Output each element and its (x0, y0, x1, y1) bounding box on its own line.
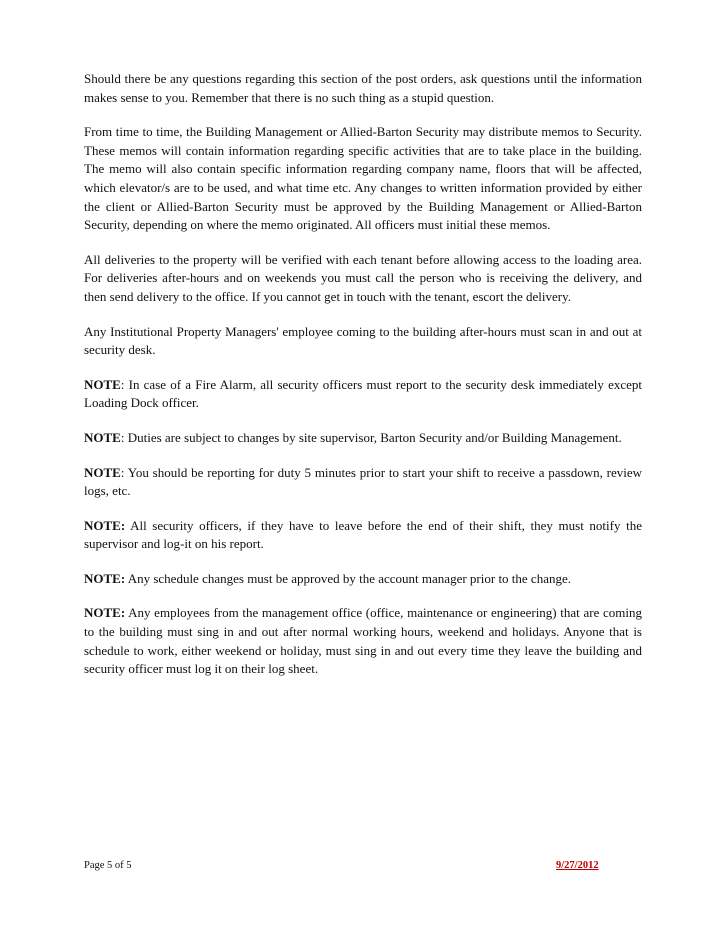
note-text: : You should be reporting for duty 5 minutes prior to start your shift to receive a passdown, review logs, etc. (84, 464, 642, 499)
note-text: : In case of a Fire Alarm, all security officers must report to the security desk immediately except Loading Dock officer. (84, 376, 642, 411)
paragraph-questions (84, 70, 642, 107)
note-text: Any employees from the management office (office, maintenance or engineering) that are coming to the building must sing in and out after normal working hours, weekend and holidays. Anyone that is schedule to work, either weekend or holiday, must sing in and out every time they leave the building and security officer must log it on their log sheet. (84, 605, 642, 677)
note-label: NOTE: (84, 570, 126, 586)
note-fire-alarm (84, 376, 642, 413)
paragraph-text: From time to time, the Building Management or Allied-Barton Security may distribute memos to Security. These memos will contain information regarding specific activities that are to take place in the building. The memo will also contain specific information regarding company name, floors that will be affected, which elevator/s are to be used, and what time etc. Any changes to written information provided by either the client or Allied-Barton Security must be approved by the Building Management or Allied-Barton Security, depending on where the memo originated. All officers must initial these memos. (84, 124, 642, 233)
note-label: NOTE (84, 429, 121, 445)
note-label: NOTE: (84, 517, 126, 533)
paragraph-text: Any Institutional Property Managers' employee coming to the building after-hours must scan in and out at security desk. (84, 323, 642, 358)
note-label: NOTE: (84, 605, 126, 621)
paragraph-memos (84, 123, 642, 235)
note-duties (84, 429, 642, 448)
paragraph-text: Should there be any questions regarding this section of the post orders, ask questions until the information makes sense to you. Remember that there is no such thing as a stupid question. (84, 71, 642, 105)
note-management-office (84, 604, 642, 678)
page-footer (84, 857, 642, 875)
note-text: All security officers, if they have to leave before the end of their shift, they must notify the supervisor and log-it on his report. (84, 517, 642, 552)
paragraph-deliveries (84, 251, 642, 307)
page-number: Page 5 of 5 (84, 860, 132, 871)
note-label: NOTE (84, 376, 121, 392)
note-label: NOTE (84, 464, 121, 480)
note-schedule-changes (84, 570, 642, 589)
paragraph-text: All deliveries to the property will be verified with each tenant before allowing access to the loading area. For deliveries after-hours and on weekends you must call the person who is receiving the delivery, and then send delivery to the office. If you cannot get in touch with the tenant, escort the delivery. (84, 251, 642, 304)
note-leaving-early (84, 517, 642, 554)
footer-date: 9/27/2012 (556, 860, 599, 871)
note-reporting (84, 464, 642, 501)
document-body (84, 70, 642, 695)
paragraph-employees-scan (84, 323, 642, 360)
note-text: : Duties are subject to changes by site supervisor, Barton Security and/or Building Management. (120, 429, 622, 445)
note-text: Any schedule changes must be approved by the account manager prior to the change. (125, 570, 571, 586)
